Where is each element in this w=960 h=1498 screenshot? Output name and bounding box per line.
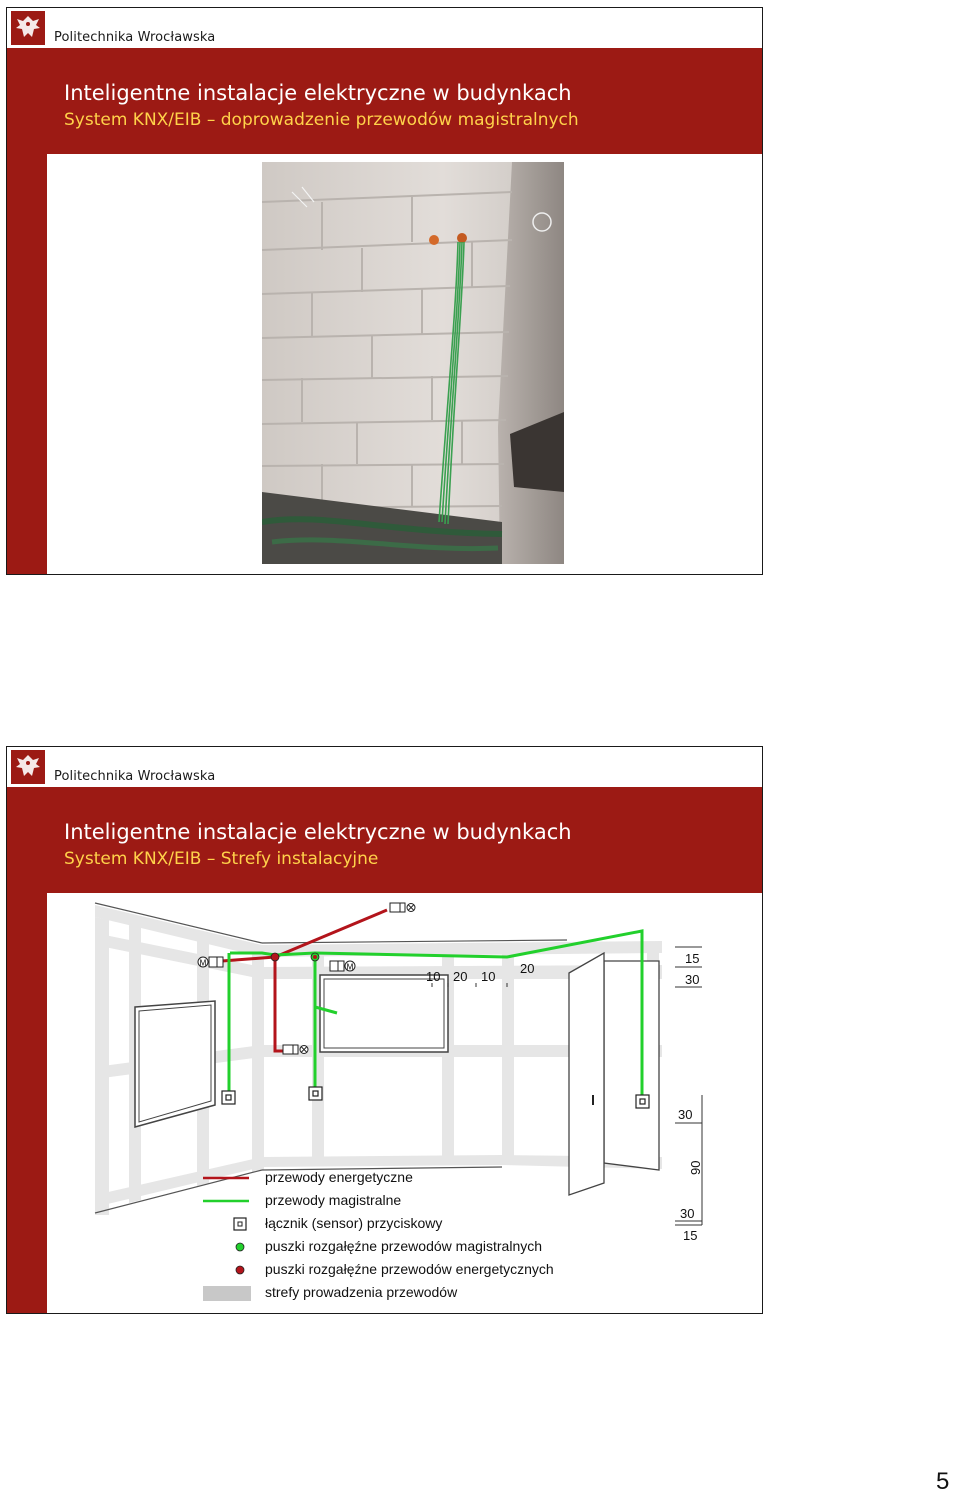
legend-label: puszki rozgałęźne przewodów magistralnych bbox=[265, 1238, 543, 1254]
left-window bbox=[135, 1001, 215, 1127]
svg-text:15: 15 bbox=[683, 1228, 698, 1243]
legend-item bbox=[203, 1167, 623, 1190]
slide-2 bbox=[6, 746, 763, 1314]
grey-zone-icon bbox=[203, 1285, 251, 1302]
motor-device-left bbox=[198, 957, 223, 968]
door bbox=[569, 953, 659, 1195]
wall-installation-photo bbox=[262, 162, 564, 564]
left-bar bbox=[7, 48, 47, 574]
slide-title: Inteligentne instalacje elektryczne w budynkach bbox=[64, 81, 572, 105]
svg-text:15: 15 bbox=[685, 951, 700, 966]
actuator-device-left bbox=[283, 1045, 308, 1054]
university-name: Politechnika Wrocławska bbox=[54, 769, 216, 784]
university-logo bbox=[11, 750, 45, 784]
center-window bbox=[320, 975, 448, 1052]
svg-text:M: M bbox=[199, 958, 207, 968]
green-dot-icon bbox=[203, 1239, 251, 1256]
push-button-sensor-icon bbox=[203, 1216, 251, 1233]
power-junction-box bbox=[271, 953, 279, 961]
slide-subtitle: System KNX/EIB – Strefy instalacyjne bbox=[64, 849, 379, 869]
svg-text:M: M bbox=[346, 962, 354, 972]
svg-text:10: 10 bbox=[481, 969, 496, 984]
svg-text:10: 10 bbox=[426, 969, 441, 984]
legend-item bbox=[203, 1236, 623, 1259]
svg-text:30: 30 bbox=[678, 1107, 693, 1122]
svg-text:20: 20 bbox=[453, 969, 468, 984]
university-name: Politechnika Wrocławska bbox=[54, 30, 216, 45]
slide-title-bar bbox=[47, 48, 762, 154]
svg-text:90: 90 bbox=[688, 1160, 703, 1175]
legend-label: łącznik (sensor) przyciskowy bbox=[265, 1215, 443, 1231]
legend bbox=[203, 1167, 623, 1305]
svg-text:30: 30 bbox=[685, 972, 700, 987]
left-bar bbox=[7, 787, 47, 1313]
legend-label: przewody magistralne bbox=[265, 1192, 402, 1208]
svg-text:20: 20 bbox=[520, 961, 535, 976]
legend-item bbox=[203, 1259, 623, 1282]
eagle-icon bbox=[11, 750, 45, 784]
actuator-device-top bbox=[390, 903, 415, 912]
red-line-icon bbox=[203, 1170, 251, 1187]
legend-item bbox=[203, 1213, 623, 1236]
power-junction-box bbox=[313, 955, 317, 959]
motor-device-center bbox=[330, 961, 355, 972]
slide-1 bbox=[6, 7, 763, 575]
legend-label: przewody energetyczne bbox=[265, 1169, 413, 1185]
svg-text:30: 30 bbox=[680, 1206, 695, 1221]
legend-label: strefy prowadzenia przewodów bbox=[265, 1284, 458, 1300]
green-line-icon bbox=[203, 1193, 251, 1210]
slide-subtitle: System KNX/EIB – doprowadzenie przewodów magistralnych bbox=[64, 110, 579, 130]
university-logo bbox=[11, 11, 45, 45]
eagle-icon bbox=[11, 11, 45, 45]
page-number: 5 bbox=[936, 1468, 950, 1495]
legend-item bbox=[203, 1190, 623, 1213]
red-dot-icon bbox=[203, 1262, 251, 1279]
legend-label: puszki rozgałęźne przewodów energetycznych bbox=[265, 1261, 554, 1277]
legend-item bbox=[203, 1282, 623, 1305]
slide-title: Inteligentne instalacje elektryczne w budynkach bbox=[64, 820, 572, 844]
slide-title-bar bbox=[47, 787, 762, 893]
